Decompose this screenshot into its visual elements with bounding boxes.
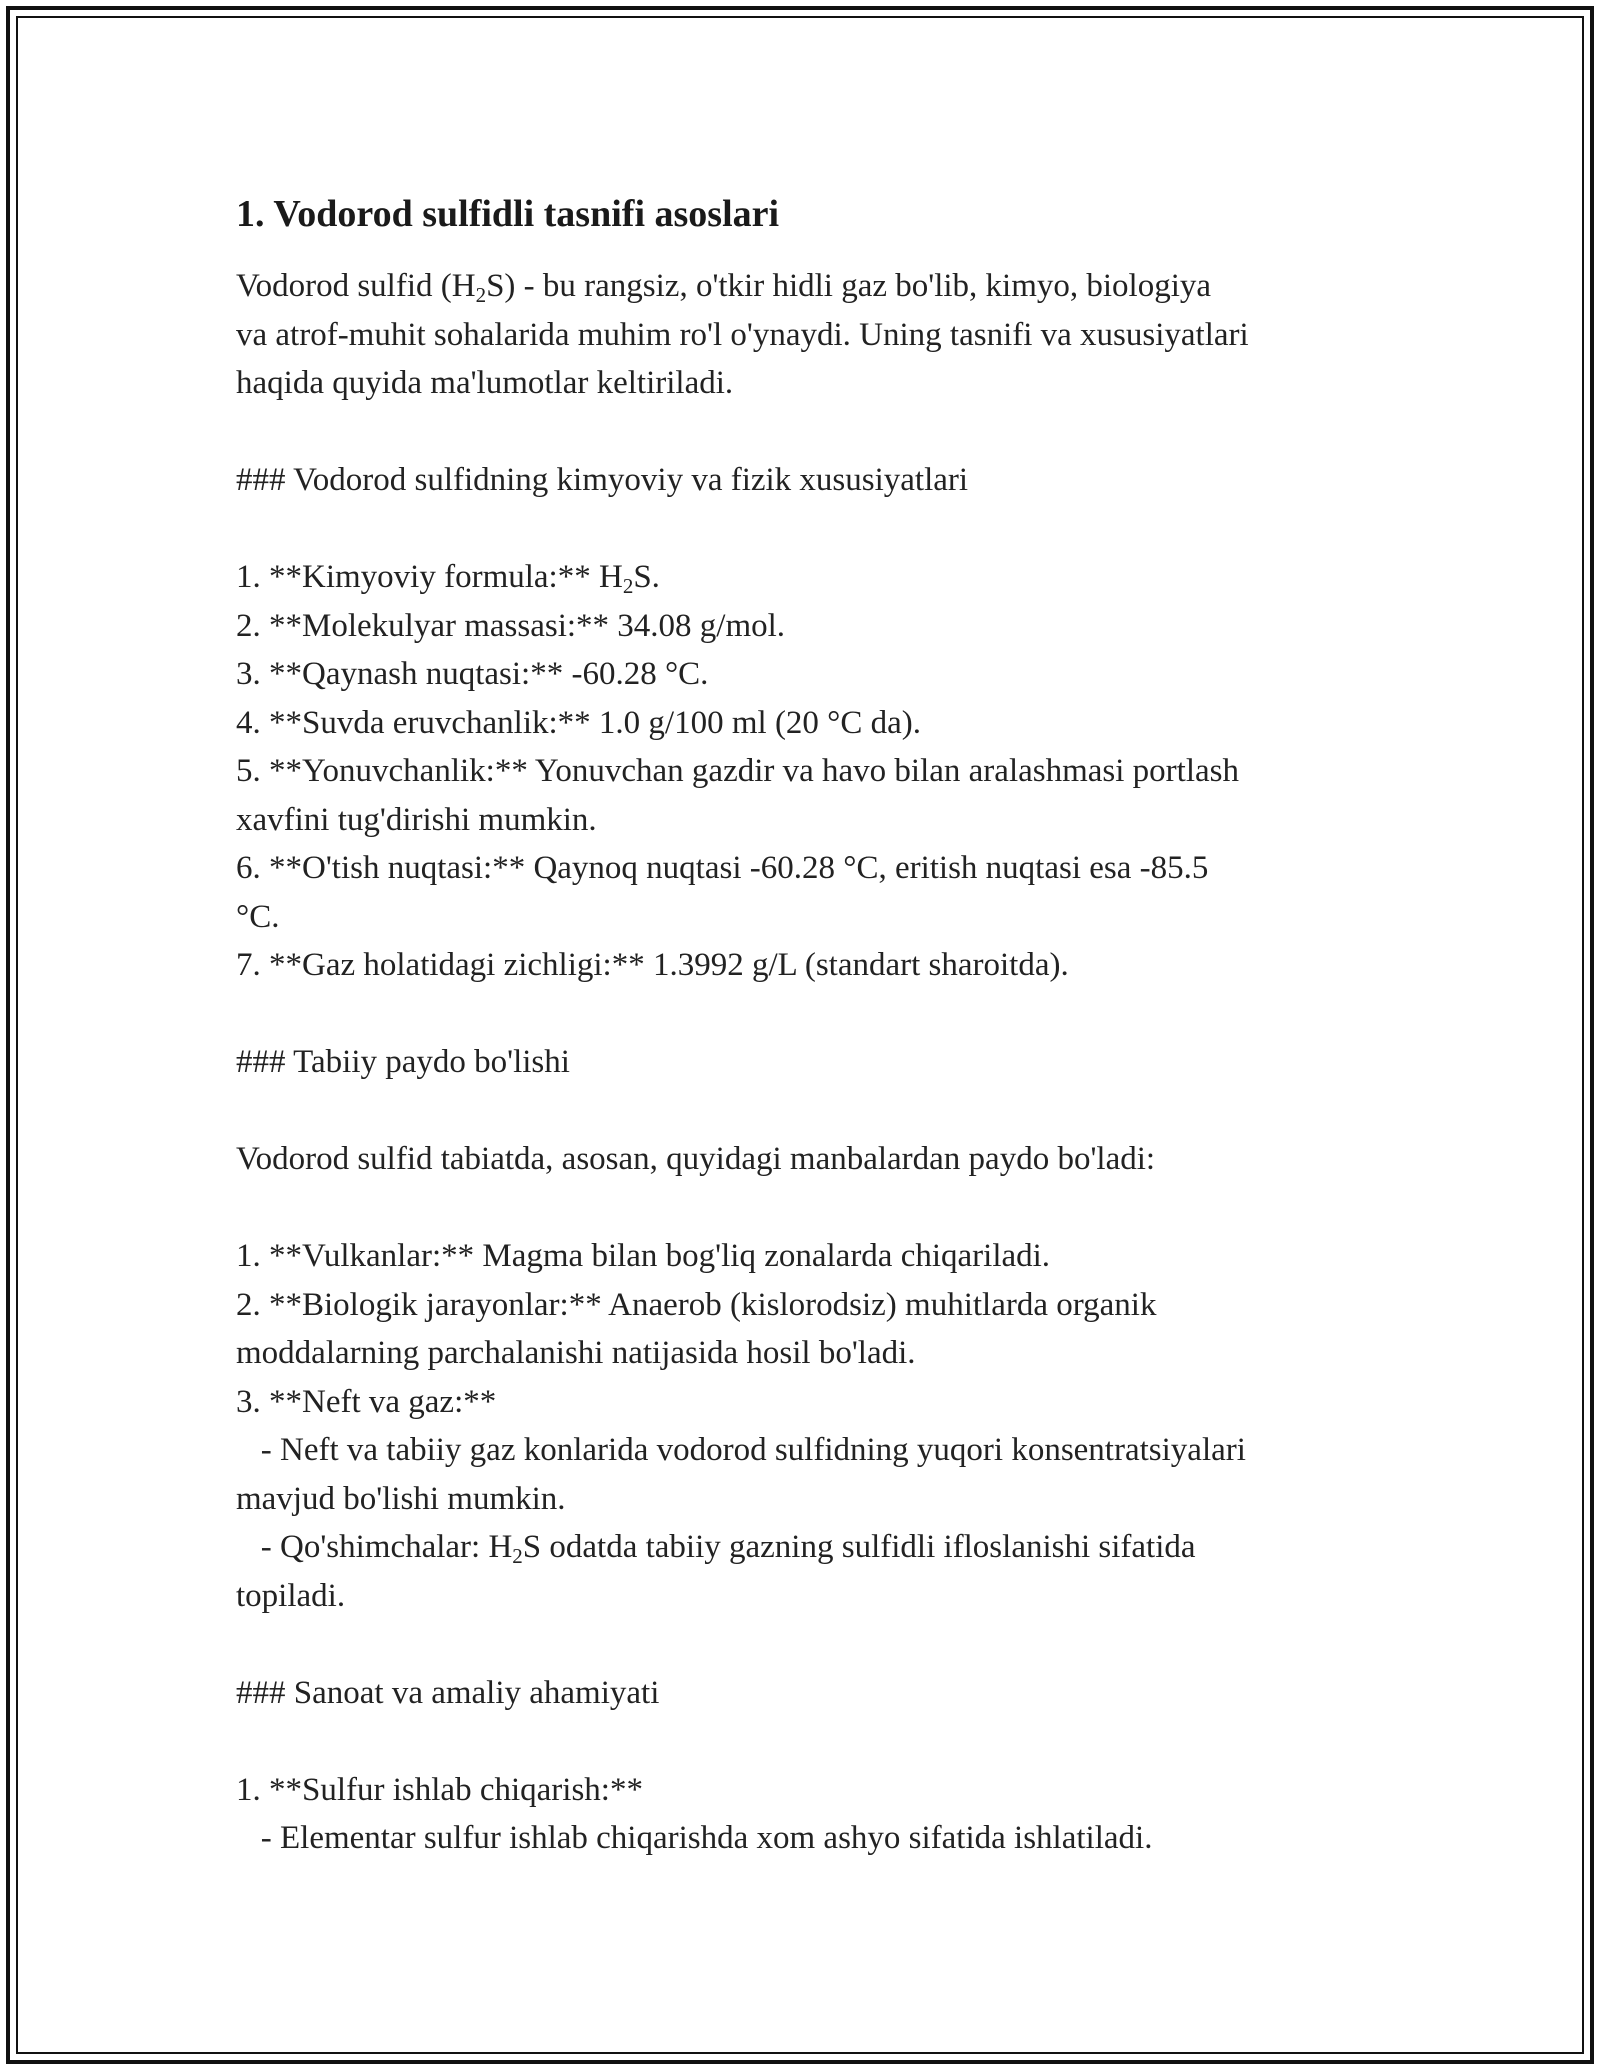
list-item: 4. **Suvda eruvchanlik:** 1.0 g/100 ml (20 °C da). xyxy=(236,704,922,741)
list-item-text: S. xyxy=(633,559,660,595)
list-item: 6. **O'tish nuqtasi:** Qaynoq nuqtasi -60.28 °C, eritish nuqtasi esa -85.5 xyxy=(236,850,1209,886)
list-item-continuation: °C. xyxy=(236,898,280,935)
document-title: 1. Vodorod sulfidli tasnifi asoslari xyxy=(236,193,780,235)
section-intro: Vodorod sulfid tabiatda, asosan, quyidagi manbalardan paydo bo'ladi: xyxy=(236,1141,1156,1177)
list-item: 2. **Biologik jarayonlar:** Anaerob (kislorodsiz) muhitlarda organik xyxy=(236,1286,1157,1323)
list-item-continuation: moddalarning parchalanishi natijasida hosil bo'ladi. xyxy=(236,1335,916,1371)
list-item-text: S odatda tabiiy gazning sulfidli ifloslanishi sifatida xyxy=(522,1529,1196,1565)
list-item xyxy=(236,553,1376,602)
list-item-continuation: xavfini tug'dirishi mumkin. xyxy=(236,801,597,838)
section-heading-properties: ### Vodorod sulfidning kimyoviy va fizik xususiyatlari xyxy=(236,462,969,498)
properties-list xyxy=(236,553,1376,990)
sub-list-item: - Neft va tabiiy gaz konlarida vodorod sulfidning yuqori konsentratsiyalari xyxy=(236,1432,1246,1468)
list-item: 5. **Yonuvchanlik:** Yonuvchan gazdir va havo bilan aralashmasi portlash xyxy=(236,753,1239,789)
intro-paragraph xyxy=(236,262,1376,408)
document-body xyxy=(236,190,1376,1863)
sub-list-item xyxy=(236,1523,1376,1572)
list-item: 7. **Gaz holatidagi zichligi:** 1.3992 g/L (standart sharoitda). xyxy=(236,947,1069,983)
list-item: 3. **Qaynash nuqtasi:** -60.28 °C. xyxy=(236,656,709,692)
industrial-list xyxy=(236,1766,1376,1863)
list-item: 3. **Neft va gaz:** xyxy=(236,1383,497,1420)
list-item-text: - Qo'shimchalar: H xyxy=(236,1529,513,1565)
intro-line-2: va atrof-muhit sohalarida muhim ro'l o'ynaydi. Uning tasnifi va xususiyatlari xyxy=(236,316,1249,353)
list-item: 2. **Molekulyar massasi:** 34.08 g/mol. xyxy=(236,607,786,644)
intro-line-1 xyxy=(236,262,1376,311)
intro-line-3: haqida quyida ma'lumotlar keltiriladi. xyxy=(236,365,734,401)
intro-text: Vodorod sulfid (H xyxy=(236,268,476,304)
subscript: 2 xyxy=(512,1544,523,1568)
list-item: 1. **Vulkanlar:** Magma bilan bog'liq zonalarda chiqariladi. xyxy=(236,1238,1051,1274)
intro-text: S) - bu rangsiz, o'tkir hidli gaz bo'lib, kimyo, biologiya xyxy=(486,268,1212,304)
subscript: 2 xyxy=(475,283,487,307)
list-item-continuation: mavjud bo'lishi mumkin. xyxy=(236,1480,566,1517)
list-item-continuation: topiladi. xyxy=(236,1577,346,1614)
sources-list xyxy=(236,1232,1376,1620)
section-heading-natural-occurrence: ### Tabiiy paydo bo'lishi xyxy=(236,1044,570,1080)
list-item: 1. **Sulfur ishlab chiqarish:** xyxy=(236,1771,643,1808)
subscript: 2 xyxy=(622,574,634,598)
section-heading-industrial: ### Sanoat va amaliy ahamiyati xyxy=(236,1674,660,1711)
sub-list-item: - Elementar sulfur ishlab chiqarishda xom ashyo sifatida ishlatiladi. xyxy=(236,1820,1153,1856)
list-item-text: 1. **Kimyoviy formula:** H xyxy=(236,559,623,595)
